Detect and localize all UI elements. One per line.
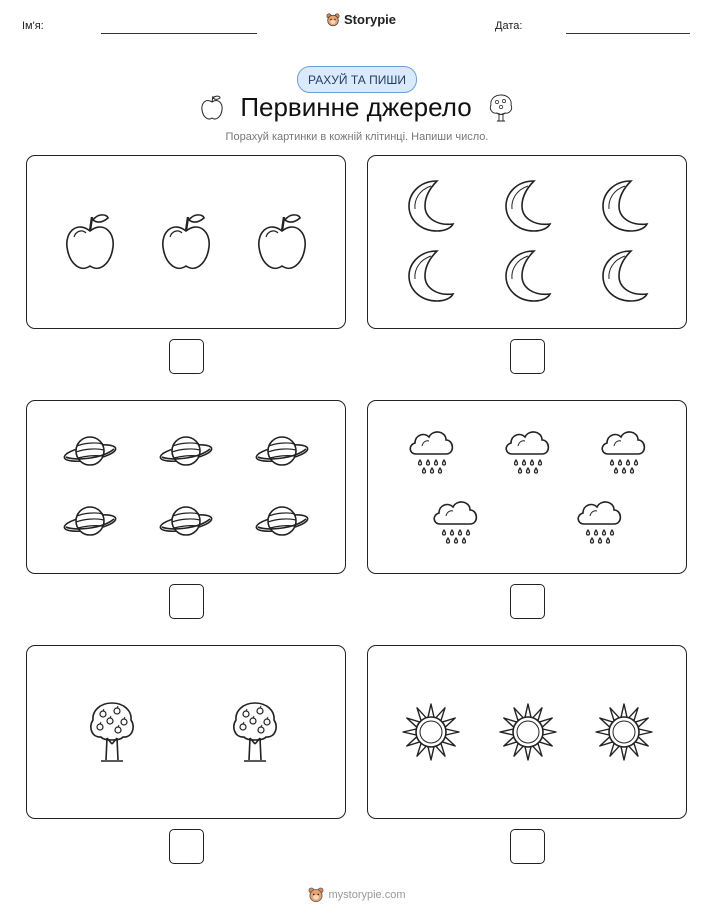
rain-cloud-icon — [502, 426, 552, 481]
apple-tree-icon — [87, 700, 137, 769]
date-label: Дата: — [495, 20, 523, 32]
planet-icon — [254, 431, 310, 476]
date-line[interactable] — [566, 33, 690, 34]
answer-box[interactable] — [169, 829, 204, 864]
footer — [0, 887, 714, 903]
title-row — [0, 92, 714, 123]
planet-icon — [158, 501, 214, 546]
answer-box[interactable] — [510, 339, 545, 374]
apple-tree-icon — [230, 700, 280, 769]
page-title: Первинне джерело — [240, 92, 472, 122]
name-line[interactable] — [101, 33, 257, 34]
moon-icon — [407, 178, 455, 239]
moon-icon — [407, 248, 455, 309]
answer-box[interactable] — [169, 339, 204, 374]
planet-icon — [158, 431, 214, 476]
worksheet-type-badge: РАХУЙ ТА ПИШИ — [297, 66, 417, 93]
apple-icon — [254, 211, 310, 278]
counting-panel-planets — [26, 400, 346, 574]
apple-icon — [62, 211, 118, 278]
bear-mascot-icon — [326, 13, 340, 27]
answer-box[interactable] — [510, 829, 545, 864]
moon-icon — [504, 248, 552, 309]
rain-cloud-icon — [430, 496, 480, 551]
counting-panel-trees — [26, 645, 346, 819]
answer-box[interactable] — [169, 584, 204, 619]
answer-box[interactable] — [510, 584, 545, 619]
planet-icon — [62, 431, 118, 476]
instructions: Порахуй картинки в кожній клітинці. Напиши число. — [225, 131, 489, 143]
moon-icon — [601, 178, 649, 239]
storypie-logo — [326, 12, 396, 27]
sun-icon — [594, 702, 654, 767]
rain-cloud-icon — [574, 496, 624, 551]
rain-cloud-icon — [598, 426, 648, 481]
planet-icon — [62, 501, 118, 546]
sun-icon — [498, 702, 558, 767]
moon-icon — [504, 178, 552, 239]
apple-icon — [158, 211, 214, 278]
sun-icon — [401, 702, 461, 767]
footer-url: mystorypie.com — [328, 889, 406, 901]
name-label: Ім'я: — [22, 20, 44, 32]
apple-tree-icon — [488, 93, 514, 123]
moon-icon — [601, 248, 649, 309]
bear-mascot-icon — [308, 887, 324, 903]
logo-text: Storypie — [344, 12, 397, 27]
rain-cloud-icon — [406, 426, 456, 481]
planet-icon — [254, 501, 310, 546]
apple-icon — [200, 94, 224, 122]
